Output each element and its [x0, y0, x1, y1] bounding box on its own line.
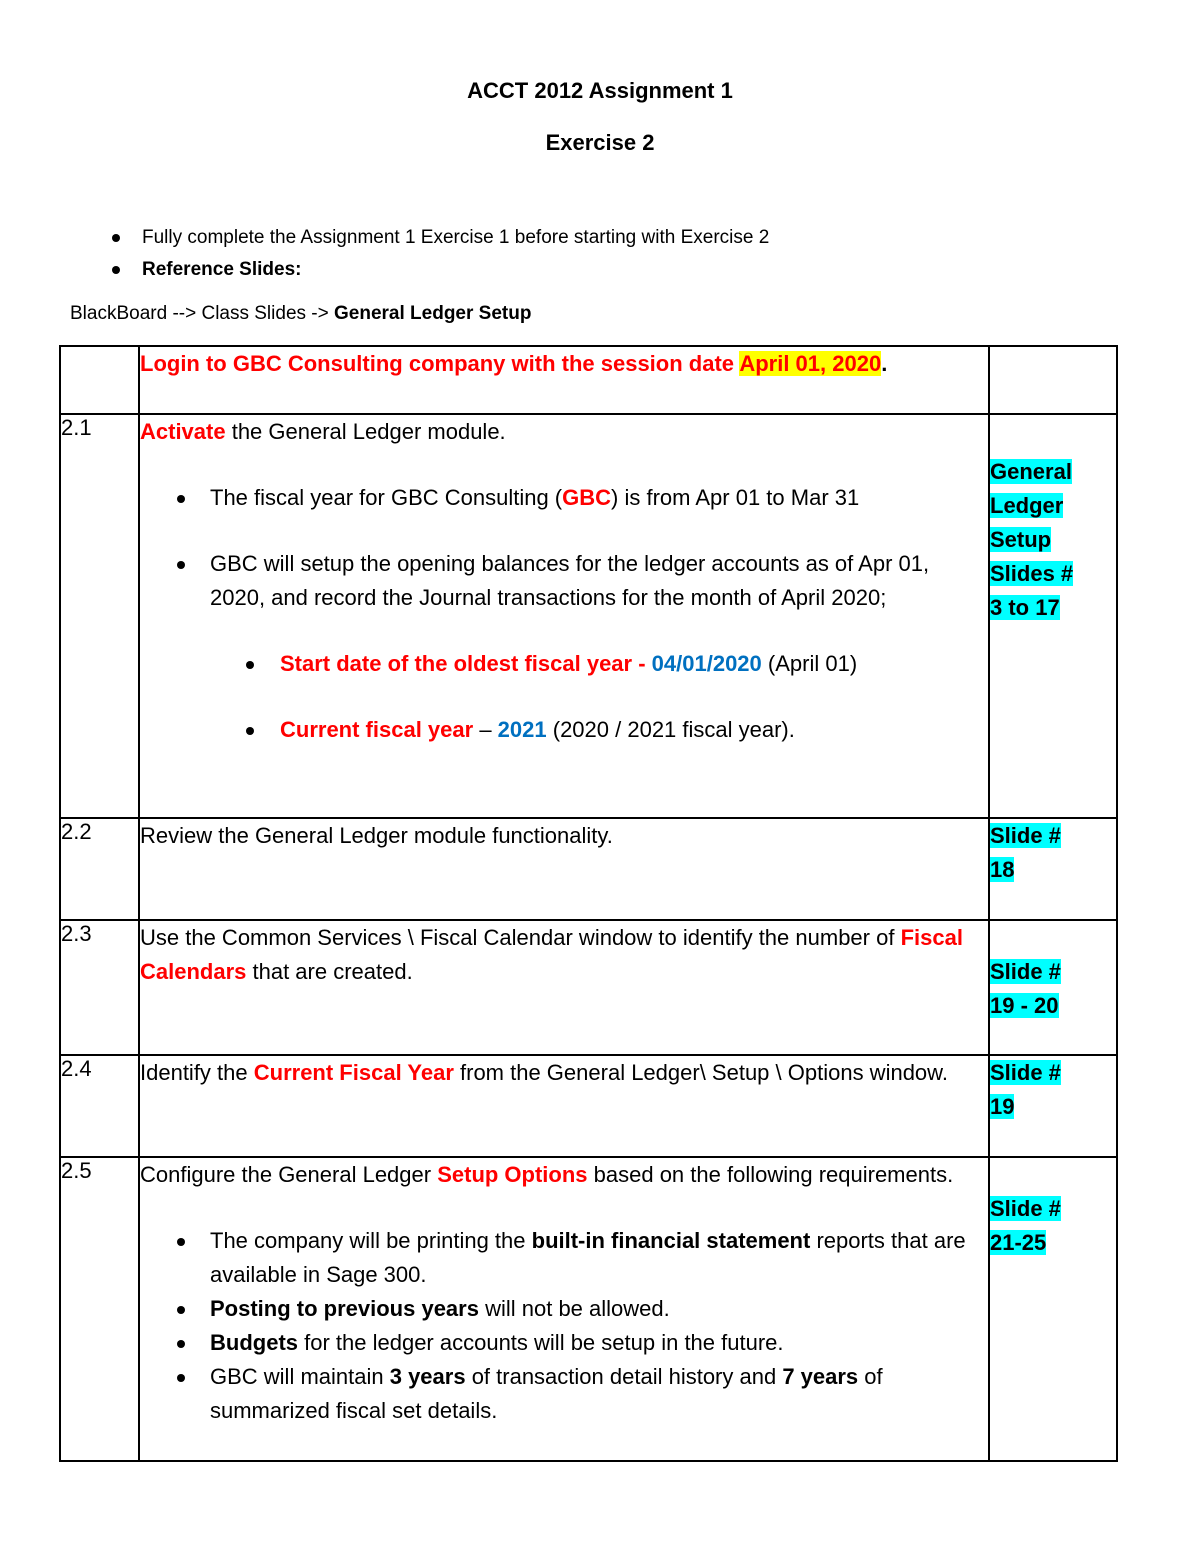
current-year-label: Current fiscal year [280, 717, 474, 742]
row-number: 2.1 [60, 414, 139, 818]
slide-reference: Ledger [990, 493, 1064, 518]
setup-options-keyword: Setup Options [437, 1162, 588, 1187]
slide-reference: Slides # [990, 561, 1074, 586]
reference-path [70, 303, 531, 325]
table-row [60, 346, 1117, 414]
slide-reference: 3 to 17 [990, 595, 1060, 620]
table-row [60, 1055, 1117, 1157]
login-instruction: Login to GBC Consulting company with the session date [140, 351, 740, 376]
slide-reference: 21-25 [990, 1230, 1047, 1255]
sub-bullet-list [140, 1224, 988, 1428]
nested-bullet: Current fiscal year – 2021 (2020 / 2021 fiscal year). [140, 713, 988, 747]
row-number: 2.3 [60, 920, 139, 1055]
start-date-value: 04/01/2020 [651, 651, 762, 676]
row-reference [989, 414, 1117, 818]
slide-reference: Slide # [990, 959, 1061, 984]
slide-reference: Slide # [990, 823, 1061, 848]
login-end: . [881, 351, 888, 376]
activate-keyword: Activate [140, 419, 226, 444]
current-fiscal-year-keyword: Current Fiscal Year [253, 1060, 454, 1085]
row-number: 2.4 [60, 1055, 139, 1157]
sub-bullet: GBC will setup the opening balances for the ledger accounts as of Apr 01, 2020, and record the Journal transactions for the month of April 2020; [140, 547, 988, 615]
sub-bullet: The fiscal year for GBC Consulting (GBC) is from Apr 01 to Mar 31 [140, 481, 988, 515]
row-description [139, 414, 989, 818]
sub-bullet: Budgets for the ledger accounts will be setup in the future. [140, 1326, 988, 1360]
row-reference [989, 818, 1117, 920]
row-description: Configure the General Ledger Setup Options based on the following requirements. The company will be printing the built-in financial statement reports that are available in Sage 300. Posting to previous years will not be allowed. Budgets for the ledger accounts will be setup in the future. GBC will maintain 3 years of transaction detail history and 7 years of summarized fiscal set details. [139, 1157, 989, 1461]
table-row [60, 818, 1117, 920]
sub-bullet: The company will be printing the built-in financial statement reports that are available in Sage 300. [140, 1224, 988, 1292]
instruction-item: Reference Slides: [106, 258, 769, 290]
current-year-value: 2021 [497, 717, 547, 742]
reference-path-prefix: BlackBoard --> Class Slides -> [70, 303, 334, 324]
instruction-list [106, 226, 769, 290]
slide-reference: 19 - 20 [990, 993, 1059, 1018]
sub-bullet-list [140, 481, 988, 515]
sub-bullet: Posting to previous years will not be allowed. [140, 1292, 988, 1326]
row-number: 2.5 [60, 1157, 139, 1461]
slide-reference: 18 [990, 857, 1015, 882]
nested-bullet: Start date of the oldest fiscal year - 04/01/2020 (April 01) [140, 647, 988, 681]
instruction-item: Fully complete the Assignment 1 Exercise 1 before starting with Exercise 2 [106, 226, 769, 258]
row-reference [989, 346, 1117, 414]
slide-reference: General [990, 459, 1072, 484]
document-subtitle: Exercise 2 [545, 130, 655, 155]
nested-bullet-list [140, 713, 988, 747]
table-row [60, 414, 1117, 818]
sub-bullet-list [140, 547, 988, 615]
row-number: 2.2 [60, 818, 139, 920]
exercise-table [59, 345, 1118, 1462]
slide-reference: Slide # [990, 1196, 1061, 1221]
row-text: the General Ledger module. [225, 419, 506, 444]
table-row [60, 1157, 1117, 1461]
start-date-label: Start date of the oldest fiscal year [280, 651, 633, 676]
gbc-abbrev: GBC [562, 485, 612, 510]
row-reference [989, 1157, 1117, 1461]
session-date: April 01, 2020 [739, 351, 882, 376]
row-description [139, 346, 989, 414]
row-description: Use the Common Services \ Fiscal Calendar window to identify the number of Fiscal Calendars that are created. [139, 920, 989, 1055]
slide-reference: Slide # [990, 1060, 1061, 1085]
sub-bullet: GBC will maintain 3 years of transaction detail history and 7 years of summarized fiscal set details. [140, 1360, 988, 1428]
reference-path-bold: General Ledger Setup [334, 303, 532, 324]
row-description: Identify the Current Fiscal Year from the General Ledger\ Setup \ Options window. [139, 1055, 989, 1157]
document-title: ACCT 2012 Assignment 1 [467, 78, 733, 103]
row-reference [989, 920, 1117, 1055]
row-reference [989, 1055, 1117, 1157]
row-number [60, 346, 139, 414]
row-description: Review the General Ledger module functionality. [139, 818, 989, 920]
fiscal-calendars-keyword: Fiscal Calendars [140, 925, 963, 984]
table-row [60, 920, 1117, 1055]
slide-reference: Setup [990, 527, 1052, 552]
nested-bullet-list [140, 647, 988, 681]
slide-reference: 19 [990, 1094, 1015, 1119]
